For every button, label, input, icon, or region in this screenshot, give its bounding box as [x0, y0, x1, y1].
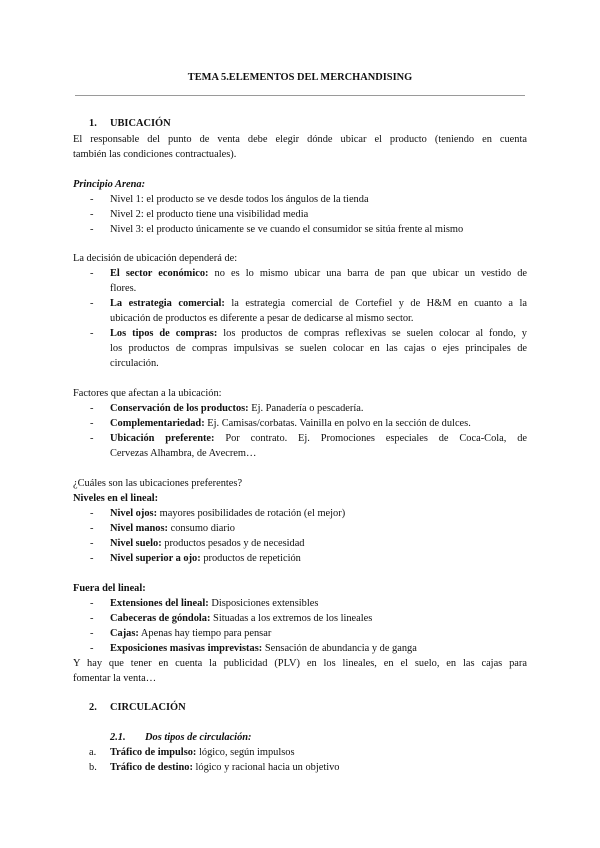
subsection-heading: Dos tipos de circulación:	[145, 732, 252, 743]
decision-item-2-line-2: ubicación de productos es diferente a pesar de dedicarse al mismo sector.	[110, 313, 414, 324]
bullet-dash: -	[90, 328, 94, 339]
bullet-dash: -	[90, 598, 94, 609]
outside-item: Cajas: Apenas hay tiempo para pensar	[110, 628, 272, 639]
bullet-dash: -	[90, 628, 94, 639]
levels-heading: Niveles en el lineal:	[73, 493, 159, 504]
decision-intro: La decisión de ubicación dependerá de:	[73, 253, 238, 264]
level-item: Nivel ojos: mayores posibilidades de rotación (el mejor)	[110, 508, 346, 519]
bullet-dash: -	[90, 209, 94, 220]
decision-item-2-line-1: La estrategia comercial: la estrategia comercial de Cortefiel y de H&M en cuanto a la	[110, 298, 527, 309]
section-2-number: 2.	[89, 702, 97, 713]
arena-item: Nivel 1: el producto se ve desde todos los ángulos de la tienda	[110, 194, 369, 205]
bullet-dash: -	[90, 508, 94, 519]
bullet-dash: -	[90, 643, 94, 654]
bullet-dash: -	[90, 224, 94, 235]
bullet-dash: -	[90, 268, 94, 279]
outside-item: Cabeceras de góndola: Situadas a los extremos de los lineales	[110, 613, 373, 624]
arena-item: Nivel 2: el producto tiene una visibilidad media	[110, 209, 309, 220]
factors-intro: Factores que afectan a la ubicación:	[73, 388, 222, 399]
factor-item-1: Conservación de los productos: Ej. Panadería o pescadería.	[110, 403, 364, 414]
section-1-heading: UBICACIÓN	[110, 118, 171, 129]
plv-line-1: Y hay que tener en cuenta la publicidad (PLV) en los lineales, en el suelo, en las cajas para	[73, 658, 527, 669]
level-item: Nivel manos: consumo diario	[110, 523, 235, 534]
factor-item-3-line-2: Cervezas Alhambra, de Avecrem…	[110, 448, 257, 459]
section-2-heading: CIRCULACIÓN	[110, 702, 186, 713]
traffic-item: Tráfico de impulso: lógico, según impulsos	[110, 747, 295, 758]
bullet-dash: -	[90, 553, 94, 564]
plv-line-2: fomentar la venta…	[73, 673, 157, 684]
bullet-dash: -	[90, 403, 94, 414]
decision-item-3-line-2: los productos de compras impulsivas se suelen colocar en las cajas o ejes principales de	[110, 343, 527, 354]
document-title: TEMA 5.ELEMENTOS DEL MERCHANDISING	[187, 72, 413, 83]
bullet-dash: -	[90, 418, 94, 429]
level-item: Nivel superior a ojo: productos de repetición	[110, 553, 301, 564]
decision-item-1-line-2: flores.	[110, 283, 137, 294]
decision-item-3-line-1: Los tipos de compras: los productos de compras reflexivas se suelen colocar al fondo, y	[110, 328, 527, 339]
arena-item: Nivel 3: el producto únicamente se ve cuando el consumidor se sitúa frente al mismo	[110, 224, 464, 235]
outside-item: Extensiones del lineal: Disposiciones extensibles	[110, 598, 319, 609]
outside-heading: Fuera del lineal:	[73, 583, 146, 594]
bullet-dash: -	[90, 298, 94, 309]
section-1-number: 1.	[89, 118, 97, 129]
bullet-dash: -	[90, 523, 94, 534]
title-divider	[75, 95, 525, 96]
traffic-item: Tráfico de destino: lógico y racional hacia un objetivo	[110, 762, 340, 773]
list-marker: a.	[89, 747, 97, 758]
outside-item: Exposiciones masivas imprevistas: Sensación de abundancia y de ganga	[110, 643, 417, 654]
intro-line-1: El responsable del punto de venta debe elegir dónde ubicar el producto (teniendo en cuenta	[73, 134, 527, 145]
bullet-dash: -	[90, 613, 94, 624]
arena-heading: Principio Arena:	[73, 179, 146, 190]
decision-item-3-line-3: circulación.	[110, 358, 159, 369]
subsection-number: 2.1.	[110, 732, 126, 743]
factor-item-3-line-1: Ubicación preferente: Por contrato. Ej. Promociones especiales de Coca-Cola, de	[110, 433, 527, 444]
list-marker: b.	[89, 762, 97, 773]
preferred-question: ¿Cuáles son las ubicaciones preferentes?	[73, 478, 243, 489]
intro-line-2: también las condiciones contractuales).	[73, 149, 237, 160]
bullet-dash: -	[90, 433, 94, 444]
decision-item-1-line-1: El sector económico: no es lo mismo ubicar una barra de pan que ubicar un vestido de	[110, 268, 527, 279]
factor-item-2: Complementariedad: Ej. Camisas/corbatas. Vainilla en polvo en la sección de dulces.	[110, 418, 471, 429]
bullet-dash: -	[90, 538, 94, 549]
bullet-dash: -	[90, 194, 94, 205]
level-item: Nivel suelo: productos pesados y de necesidad	[110, 538, 305, 549]
